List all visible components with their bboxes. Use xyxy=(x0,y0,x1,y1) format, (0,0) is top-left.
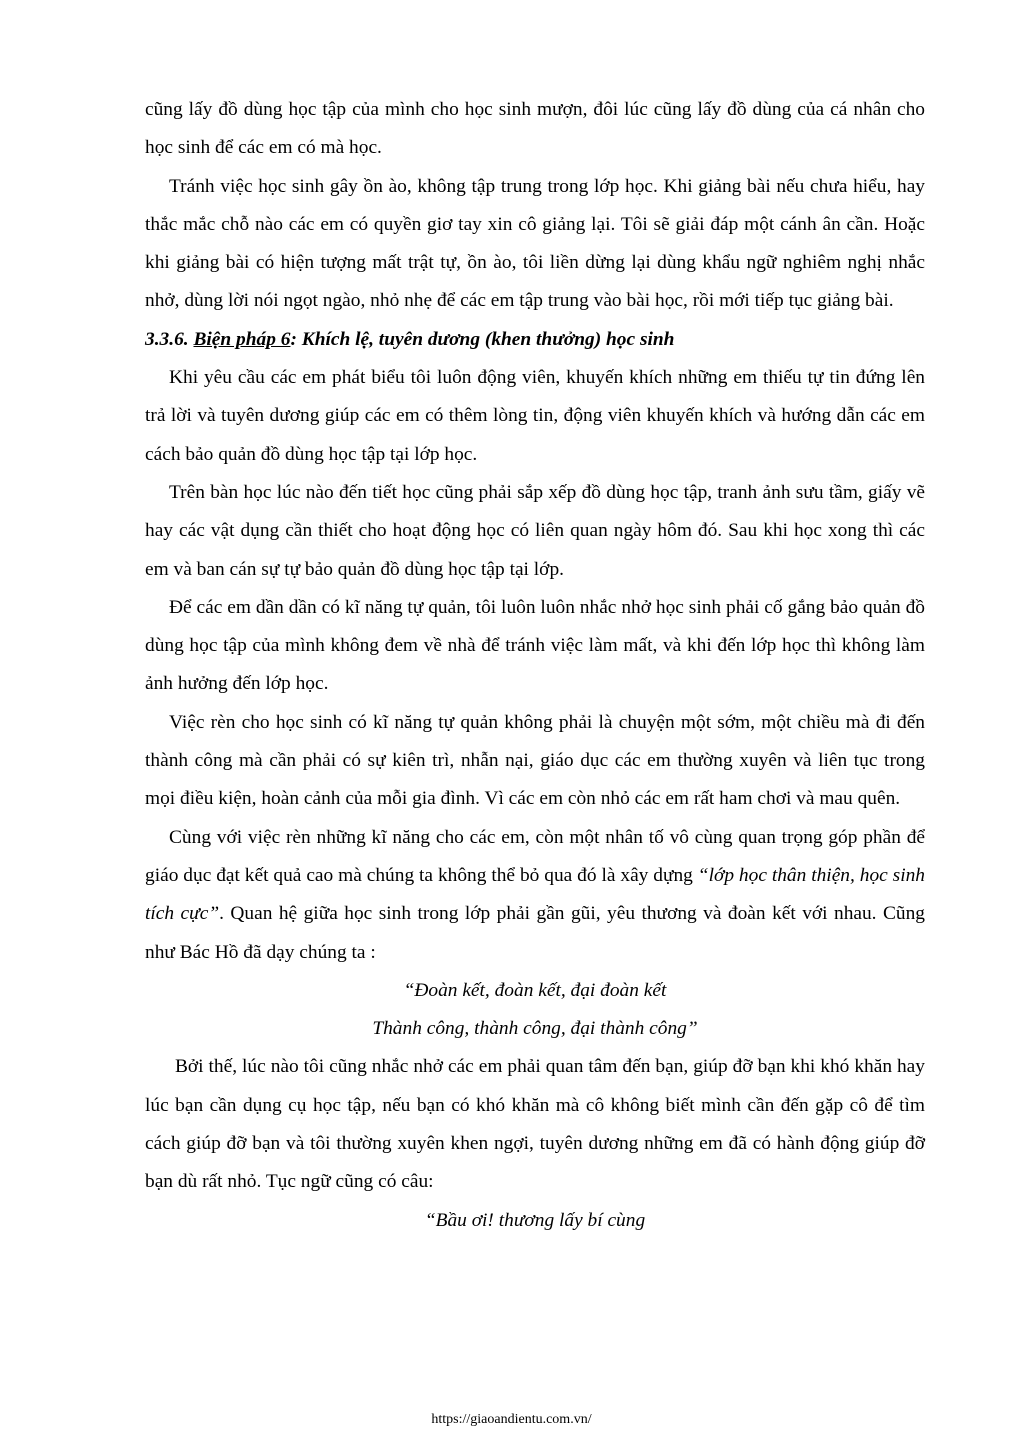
quote-line-1: “Đoàn kết, đoàn kết, đại đoàn kết xyxy=(403,979,667,1001)
paragraph-1: cũng lấy đồ dùng học tập của mình cho học sinh mượn, đôi lúc cũng lấy đồ dùng của cá nhân cho học sinh để các em có mà học. xyxy=(145,99,925,159)
paragraph-4: Trên bàn học lúc nào đến tiết học cũng phải sắp xếp đồ dùng học tập, tranh ảnh sưu tầm, giấy vẽ hay các vật dụng cần thiết cho hoạt động học có liên quan ngày hôm đó. Sau khi học xong thì các em và ban cán sự tự bảo quản đồ dùng học tập tại lớp. xyxy=(145,481,925,580)
paragraph-5: Để các em dần dần có kĩ năng tự quản, tôi luôn luôn nhắc nhở học sinh phải cố gắng bảo quản đồ dùng học tập của mình không đem về nhà để tránh việc làm mất, và khi đến lớp học thì không làm ảnh hưởng đến lớp học. xyxy=(145,596,925,695)
paragraph-6: Việc rèn cho học sinh có kĩ năng tự quản không phải là chuyện một sớm, một chiều mà đi đến thành công mà cần phải có sự kiên trì, nhẫn nại, giáo dục các em thường xuyên và liên tục trong mọi điều kiện, hoàn cảnh của mỗi gia đình. Vì các em còn nhỏ các em rất ham chơi và mau quên. xyxy=(145,711,925,810)
paragraph-3: Khi yêu cầu các em phát biểu tôi luôn động viên, khuyến khích những em thiếu tự tin đứng lên trả lời và tuyên dương giúp các em có thêm lòng tin, động viên khuyến khích và hướng dẫn các em cách bảo quản đồ dùng học tập tại lớp học. xyxy=(145,367,925,465)
heading-number: 3.3.6. xyxy=(145,328,194,350)
paragraph-7 xyxy=(145,819,925,972)
heading-title: : Khích lệ, tuyên dương (khen thưởng) học sinh xyxy=(290,328,675,350)
paragraph-7-italic: “lớp học thân thiện, học sinh tích cực” xyxy=(145,864,925,925)
page-footer-url: https://giaoandientu.com.vn/ xyxy=(431,1412,592,1427)
paragraph-7-start: Cùng với việc rèn những kĩ năng cho các em, còn một nhân tố vô cùng quan trọng góp phần để giáo dục đạt kết quả cao mà chúng ta không thể bỏ qua đó là xây dựng xyxy=(145,826,925,886)
heading-label: Biện pháp 6 xyxy=(193,328,291,350)
paragraph-2: Tránh việc học sinh gây ồn ào, không tập trung trong lớp học. Khi giảng bài nếu chưa hiểu, hay thắc mắc chỗ nào các em có quyền giơ tay xin cô giảng lại. Tôi sẽ giải đáp một cánh ân cần. Hoặc khi giảng bài có hiện tượng mất trật tự, ồn ào, tôi liền dừng lại dùng khẩu ngữ nghiêm nghị nhắc nhở, dùng lời nói ngọt ngào, nhỏ nhẹ để các em tập trung vào bài học, rồi mới tiếp tục giảng bài. xyxy=(145,175,925,312)
document-body xyxy=(145,91,925,1240)
paragraph-8: Bởi thế, lúc nào tôi cũng nhắc nhở các em phải quan tâm đến bạn, giúp đỡ bạn khi khó khăn hay lúc bạn cần dụng cụ học tập, nếu bạn có khó khăn mà cô không biết mình cần đến gặp cô để tìm cách giúp đỡ bạn và tôi thường xuyên khen ngợi, tuyên dương những em đã có hành động giúp đỡ bạn dù rất nhỏ. Tục ngữ cũng có câu: xyxy=(145,1056,925,1193)
section-heading xyxy=(145,321,925,359)
quote-line-3: “Bầu ơi! thương lấy bí cùng xyxy=(424,1209,646,1231)
quote-line-2: Thành công, thành công, đại thành công” xyxy=(372,1018,698,1040)
paragraph-7-end: . Quan hệ giữa học sinh trong lớp phải gần gũi, yêu thương và đoàn kết với nhau. Cũng như Bác Hồ đã dạy chúng ta : xyxy=(145,903,926,963)
